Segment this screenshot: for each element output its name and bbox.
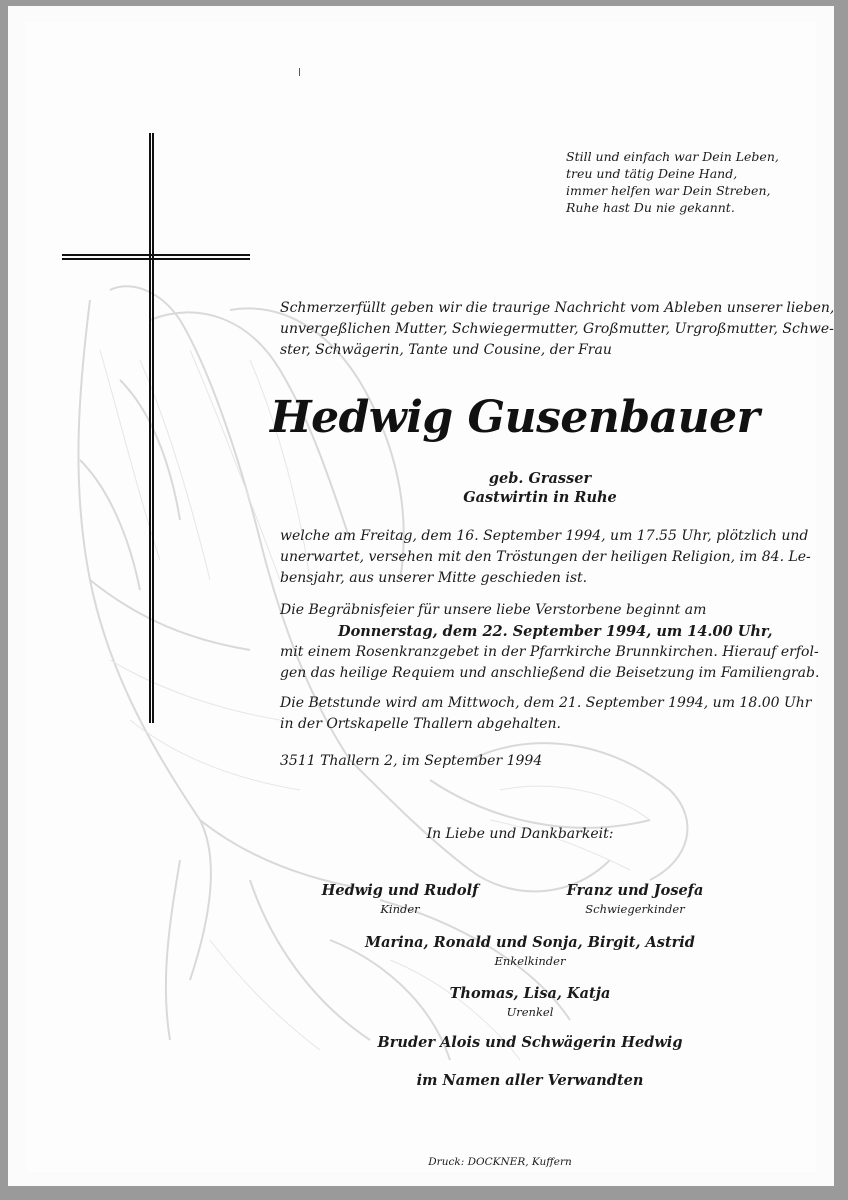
mourner-names: im Namen aller Verwandten: [416, 1072, 644, 1089]
verse-line: treu und tätig Deine Hand,: [566, 166, 738, 181]
mourner-names: Franz und Josefa: [566, 882, 704, 899]
mourner-names: Hedwig und Rudolf: [321, 882, 479, 899]
funeral-line: gen das heilige Requiem und anschließend die Beisetzung im Familiengrab.: [280, 665, 820, 681]
funeral-line: mit einem Rosenkranzgebet in der Pfarrkirche Brunnkirchen. Hierauf erfol-: [280, 644, 819, 660]
mourner-names: Bruder Alois und Schwägerin Hedwig: [377, 1034, 683, 1051]
mourner-relatives: [380, 1072, 680, 1089]
verse-line: immer helfen war Dein Streben,: [566, 183, 771, 198]
mourner-names: Marina, Ronald und Sonja, Birgit, Astrid: [365, 934, 695, 951]
cross-icon-horizontal: [62, 254, 250, 260]
mourner-role: Schwiegerkinder: [585, 902, 685, 916]
notice-line: welche am Freitag, dem 16. September 1994, um 17.55 Uhr, plötzlich und: [280, 528, 809, 544]
mourner-role: Urenkel: [506, 1005, 554, 1019]
closing-phrase: In Liebe und Dankbarkeit:: [426, 826, 614, 842]
mourner-group-in-laws: [530, 882, 740, 916]
prayer-line: in der Ortskapelle Thallern abgehalten.: [280, 716, 561, 732]
place-date: [280, 751, 770, 772]
intro-line: Schmerzerfüllt geben wir die traurige Nachricht vom Ableben unserer lieben,: [280, 300, 835, 316]
mourner-group-children: [290, 882, 510, 916]
verse-line: Ruhe hast Du nie gekannt.: [566, 200, 735, 215]
prayer-line: Die Betstunde wird am Mittwoch, dem 21. September 1994, um 18.00 Uhr: [280, 695, 812, 711]
ink-mark: [299, 68, 300, 76]
mourner-role: Enkelkinder: [494, 954, 566, 968]
maiden-name: geb. Grasser: [488, 470, 592, 487]
deceased-name: Hedwig Gusenbauer: [270, 392, 760, 443]
verse-line: Still und einfach war Dein Leben,: [566, 149, 779, 164]
announcement-intro: [280, 298, 835, 361]
funeral-details: [280, 600, 820, 684]
prayer-hour: [280, 693, 812, 735]
intro-line: unvergeßlichen Mutter, Schwiegermutter, Großmutter, Urgroßmutter, Schwe-: [280, 321, 834, 337]
memorial-verse: [566, 148, 806, 216]
occupation: Gastwirtin in Ruhe: [463, 489, 617, 506]
funeral-date: Donnerstag, dem 22. September 1994, um 14.00 Uhr,: [338, 623, 773, 640]
place-date-text: 3511 Thallern 2, im September 1994: [280, 753, 543, 769]
mourner-names: Thomas, Lisa, Katja: [449, 985, 611, 1002]
notice-line: unerwartet, versehen mit den Tröstungen der heiligen Religion, im 84. Le-: [280, 549, 811, 565]
mourner-group-great-grandchildren: [380, 985, 680, 1019]
mourner-siblings: [340, 1034, 720, 1051]
funeral-line: Die Begräbnisfeier für unsere liebe Verstorbene beginnt am: [280, 602, 707, 618]
death-notice: [280, 526, 811, 589]
cross-icon-vertical: [149, 133, 154, 723]
printer-credit: Druck: DOCKNER, Kuffern: [428, 1156, 572, 1168]
intro-line: ster, Schwägerin, Tante und Cousine, der Frau: [280, 342, 612, 358]
notice-line: bensjahr, aus unserer Mitte geschieden ist.: [280, 570, 588, 586]
mourner-group-grandchildren: [330, 934, 730, 968]
mourner-role: Kinder: [380, 902, 420, 916]
